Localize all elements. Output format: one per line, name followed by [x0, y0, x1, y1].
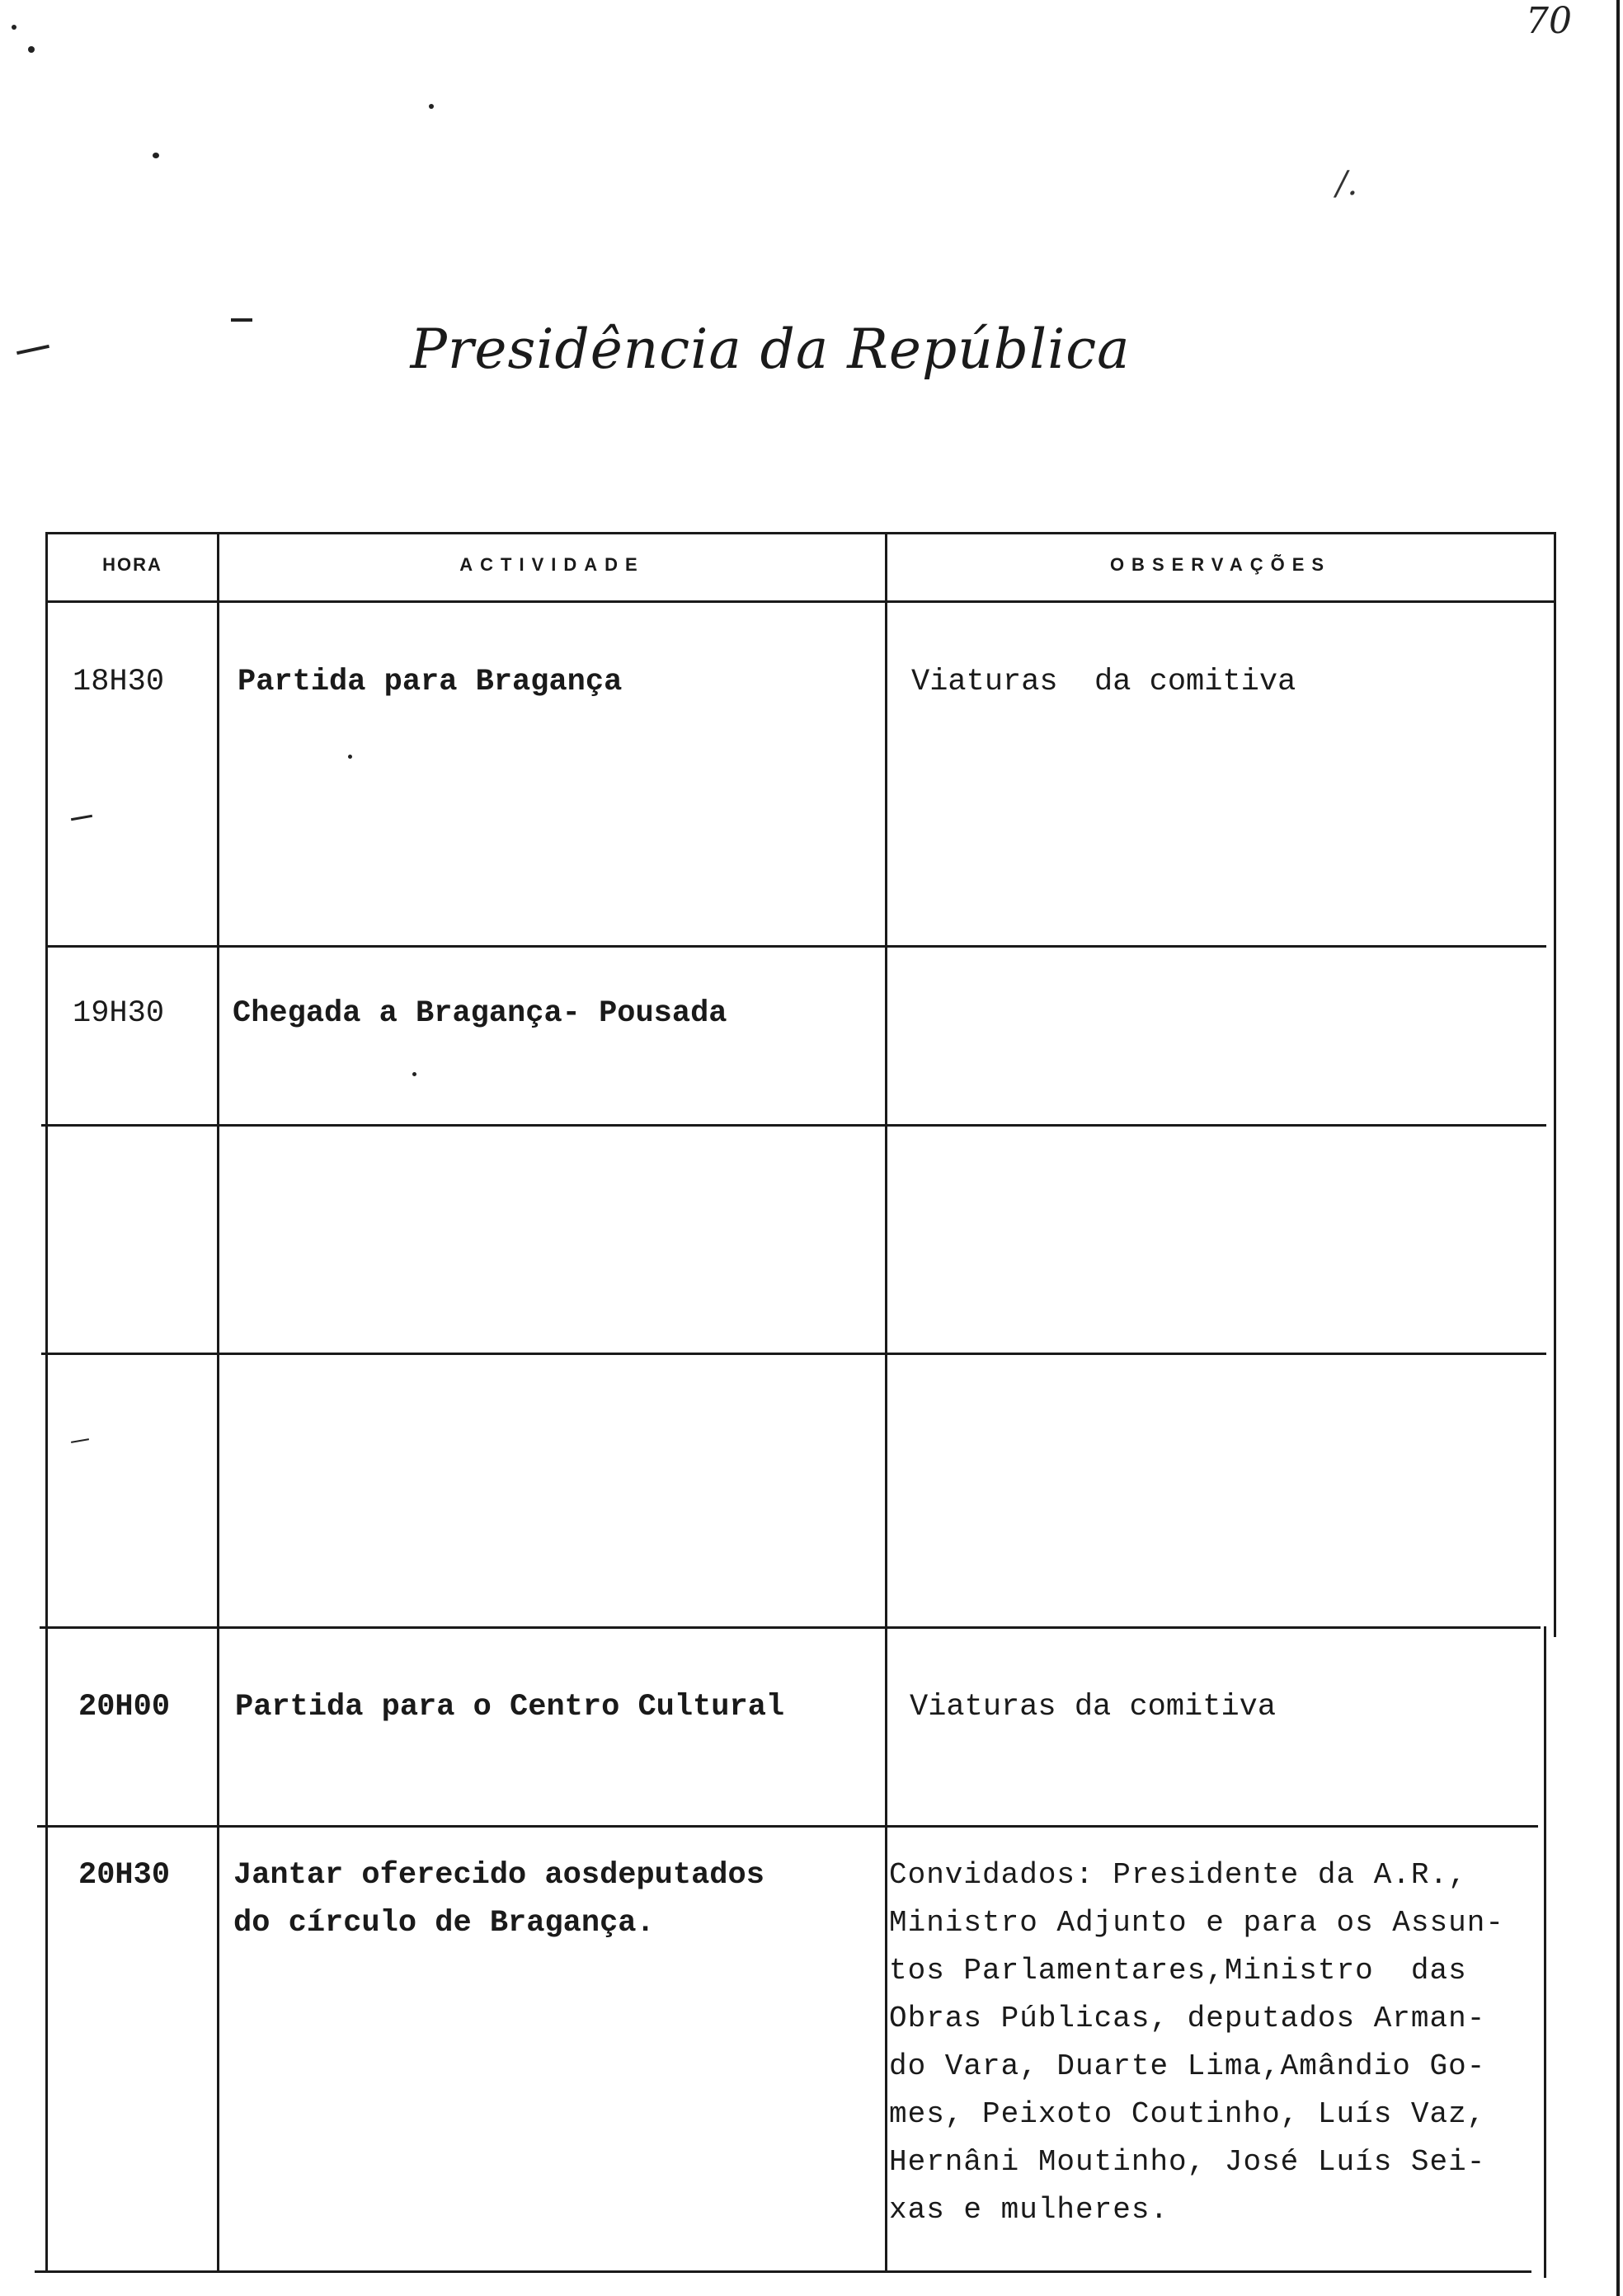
observacoes-line: tos Parlamentares,Ministro das — [889, 1954, 1467, 1988]
scan-speck — [153, 153, 159, 158]
row-6-hora: 20H30 — [78, 1858, 171, 1893]
actividade-line: Jantar oferecido aosdeputados — [233, 1858, 764, 1893]
row-2-actividade: Chegada a Bragança- Pousada — [233, 996, 727, 1031]
row-2-hora: 19H30 — [73, 996, 165, 1031]
scan-dash — [71, 1438, 89, 1443]
row-border — [40, 1626, 1541, 1629]
row-5-observacoes: Viaturas da comitiva — [910, 1690, 1277, 1724]
page-mark: /. — [1336, 165, 1358, 203]
observacoes-line: mes, Peixoto Coutinho, Luís Vaz, — [889, 2097, 1486, 2131]
row-5-hora: 20H00 — [78, 1690, 171, 1724]
row-5-actividade: Partida para o Centro Cultural — [235, 1690, 785, 1724]
table-right-border — [1554, 532, 1556, 1637]
scan-dash — [71, 815, 92, 821]
row-border — [41, 1353, 1546, 1355]
scan-speck — [12, 25, 16, 30]
actividade-line: do círculo de Bragança. — [233, 1906, 655, 1941]
row-1-observacoes: Viaturas da comitiva — [911, 665, 1296, 699]
scan-speck — [348, 755, 352, 759]
header-observacoes: OBSERVAÇÕES — [1109, 554, 1332, 575]
observacoes-line: xas e mulheres. — [889, 2193, 1169, 2227]
header-hora: HORA — [102, 554, 162, 575]
observacoes-line: Ministro Adjunto e para os Assun- — [889, 1906, 1504, 1940]
scan-speck — [412, 1072, 416, 1076]
scan-speck — [28, 46, 35, 53]
column-divider-actividade — [885, 532, 887, 2272]
table-left-border — [45, 532, 48, 2272]
observacoes-line: Convidados: Presidente da A.R., — [889, 1858, 1467, 1892]
row-1-hora: 18H30 — [73, 665, 165, 699]
row-border — [37, 1825, 1538, 1828]
header-actividade: ACTIVIDADE — [459, 554, 645, 575]
table-top-border — [45, 532, 1556, 534]
scan-speck — [429, 104, 434, 109]
row-1-actividade: Partida para Bragança — [238, 665, 623, 699]
table-bottom-border — [35, 2270, 1531, 2273]
table-right-border — [1544, 1626, 1546, 2278]
letterhead-title: Presidência da República — [410, 318, 1131, 381]
page-number: 70 — [1526, 0, 1572, 42]
row-border — [45, 945, 1546, 948]
observacoes-line: Hernâni Moutinho, José Luís Sei- — [889, 2145, 1486, 2179]
row-6-observacoes — [889, 1851, 1504, 2234]
observacoes-line: Obras Públicas, deputados Arman- — [889, 2002, 1486, 2035]
observacoes-line: do Vara, Duarte Lima,Amândio Go- — [889, 2049, 1486, 2083]
row-border — [41, 1124, 1546, 1127]
header-bottom-border — [48, 600, 1554, 603]
row-6-actividade — [233, 1851, 764, 1947]
column-divider-hora — [217, 532, 219, 2272]
